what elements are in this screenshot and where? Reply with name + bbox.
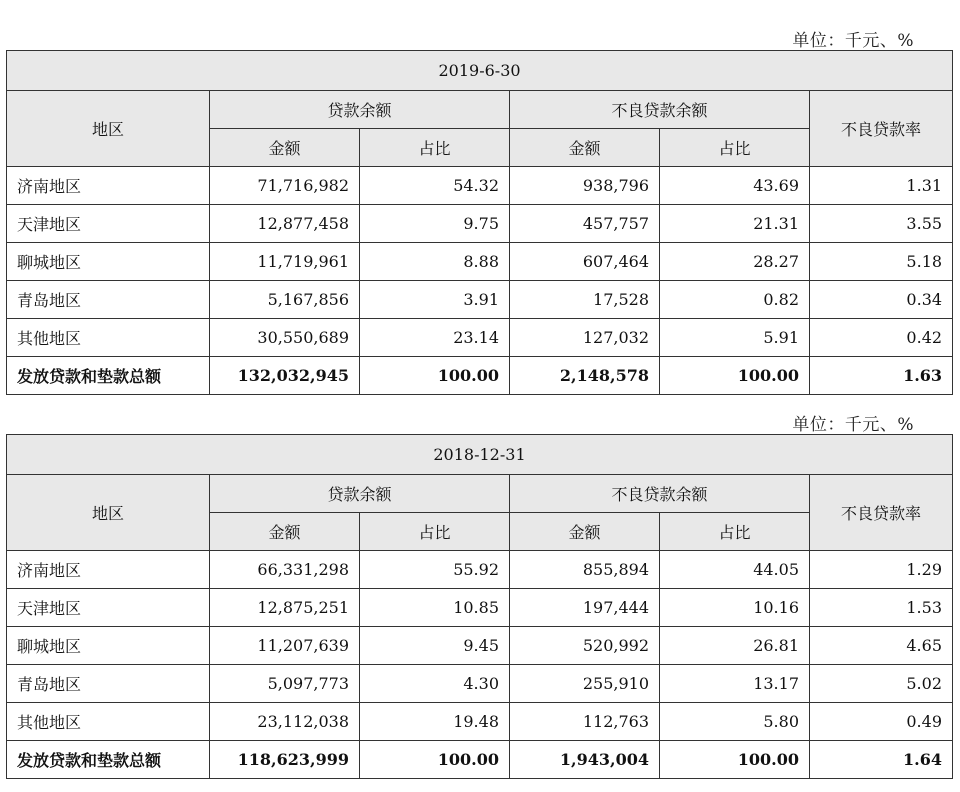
total-loan-amount-cell: 118,623,999 bbox=[210, 741, 360, 779]
npl-amount-cell: 520,992 bbox=[510, 627, 660, 665]
total-loan-share-cell: 100.00 bbox=[360, 741, 510, 779]
loan-share-cell: 10.85 bbox=[360, 589, 510, 627]
npl-share-header: 占比 bbox=[660, 129, 810, 167]
region-cell: 济南地区 bbox=[7, 167, 210, 205]
total-npl-amount-cell: 1,943,004 bbox=[510, 741, 660, 779]
region-cell: 济南地区 bbox=[7, 551, 210, 589]
npl-amount-cell: 127,032 bbox=[510, 319, 660, 357]
loan-amount-cell: 66,331,298 bbox=[210, 551, 360, 589]
npl-ratio-cell: 1.53 bbox=[810, 589, 953, 627]
total-npl-amount-cell: 2,148,578 bbox=[510, 357, 660, 395]
total-label-cell: 发放贷款和垫款总额 bbox=[7, 357, 210, 395]
total-npl-ratio-cell: 1.63 bbox=[810, 357, 953, 395]
loan-amount-cell: 23,112,038 bbox=[210, 703, 360, 741]
loan-share-cell: 4.30 bbox=[360, 665, 510, 703]
total-row bbox=[7, 357, 953, 395]
npl-ratio-header: 不良贷款率 bbox=[810, 475, 953, 551]
loan-amount-header: 金额 bbox=[210, 129, 360, 167]
npl-amount-cell: 938,796 bbox=[510, 167, 660, 205]
npl-share-cell: 43.69 bbox=[660, 167, 810, 205]
table-row bbox=[7, 319, 953, 357]
region-cell: 天津地区 bbox=[7, 205, 210, 243]
table-row bbox=[7, 627, 953, 665]
region-cell: 青岛地区 bbox=[7, 281, 210, 319]
unit-label: 单位：千元、% bbox=[792, 415, 914, 435]
table-row bbox=[7, 551, 953, 589]
npl-share-cell: 13.17 bbox=[660, 665, 810, 703]
table-row bbox=[7, 243, 953, 281]
loan-amount-cell: 12,877,458 bbox=[210, 205, 360, 243]
npl-ratio-cell: 4.65 bbox=[810, 627, 953, 665]
total-npl-share-cell: 100.00 bbox=[660, 357, 810, 395]
region-cell: 青岛地区 bbox=[7, 665, 210, 703]
total-row bbox=[7, 741, 953, 779]
loan-amount-cell: 71,716,982 bbox=[210, 167, 360, 205]
table-row bbox=[7, 665, 953, 703]
table-date-header: 2018-12-31 bbox=[7, 435, 953, 475]
loan-share-cell: 54.32 bbox=[360, 167, 510, 205]
total-loan-share-cell: 100.00 bbox=[360, 357, 510, 395]
npl-share-cell: 44.05 bbox=[660, 551, 810, 589]
npl-amount-header: 金额 bbox=[510, 129, 660, 167]
npl-amount-cell: 607,464 bbox=[510, 243, 660, 281]
total-loan-amount-cell: 132,032,945 bbox=[210, 357, 360, 395]
npl-ratio-cell: 0.49 bbox=[810, 703, 953, 741]
npl-share-cell: 5.80 bbox=[660, 703, 810, 741]
npl-amount-cell: 17,528 bbox=[510, 281, 660, 319]
npl-amount-cell: 112,763 bbox=[510, 703, 660, 741]
loan-share-cell: 55.92 bbox=[360, 551, 510, 589]
loan-by-region-table-2019-06-30 bbox=[6, 50, 953, 395]
loan-balance-header: 贷款余额 bbox=[210, 475, 510, 513]
npl-amount-cell: 855,894 bbox=[510, 551, 660, 589]
loan-share-cell: 8.88 bbox=[360, 243, 510, 281]
npl-ratio-cell: 1.29 bbox=[810, 551, 953, 589]
npl-share-cell: 5.91 bbox=[660, 319, 810, 357]
npl-share-header: 占比 bbox=[660, 513, 810, 551]
loan-amount-cell: 11,207,639 bbox=[210, 627, 360, 665]
region-cell: 聊城地区 bbox=[7, 243, 210, 281]
npl-ratio-cell: 0.34 bbox=[810, 281, 953, 319]
loan-share-cell: 3.91 bbox=[360, 281, 510, 319]
table-row bbox=[7, 281, 953, 319]
region-column-header: 地区 bbox=[7, 91, 210, 167]
region-cell: 其他地区 bbox=[7, 319, 210, 357]
npl-amount-cell: 457,757 bbox=[510, 205, 660, 243]
total-npl-ratio-cell: 1.64 bbox=[810, 741, 953, 779]
region-cell: 聊城地区 bbox=[7, 627, 210, 665]
npl-share-cell: 21.31 bbox=[660, 205, 810, 243]
npl-amount-cell: 255,910 bbox=[510, 665, 660, 703]
table-row bbox=[7, 589, 953, 627]
loan-share-cell: 23.14 bbox=[360, 319, 510, 357]
total-npl-share-cell: 100.00 bbox=[660, 741, 810, 779]
npl-share-cell: 0.82 bbox=[660, 281, 810, 319]
npl-ratio-cell: 1.31 bbox=[810, 167, 953, 205]
npl-balance-header: 不良贷款余额 bbox=[510, 91, 810, 129]
loan-balance-header: 贷款余额 bbox=[210, 91, 510, 129]
npl-share-cell: 28.27 bbox=[660, 243, 810, 281]
loan-amount-cell: 11,719,961 bbox=[210, 243, 360, 281]
npl-share-cell: 10.16 bbox=[660, 589, 810, 627]
loan-amount-cell: 5,167,856 bbox=[210, 281, 360, 319]
table-row bbox=[7, 167, 953, 205]
npl-amount-header: 金额 bbox=[510, 513, 660, 551]
loan-amount-header: 金额 bbox=[210, 513, 360, 551]
table-row bbox=[7, 703, 953, 741]
npl-amount-cell: 197,444 bbox=[510, 589, 660, 627]
loan-share-cell: 19.48 bbox=[360, 703, 510, 741]
table-date-header: 2019-6-30 bbox=[7, 51, 953, 91]
loan-by-region-table-2018-12-31 bbox=[6, 434, 953, 779]
npl-share-cell: 26.81 bbox=[660, 627, 810, 665]
npl-ratio-cell: 5.18 bbox=[810, 243, 953, 281]
table-row bbox=[7, 205, 953, 243]
npl-ratio-cell: 0.42 bbox=[810, 319, 953, 357]
region-cell: 其他地区 bbox=[7, 703, 210, 741]
region-cell: 天津地区 bbox=[7, 589, 210, 627]
loan-share-cell: 9.45 bbox=[360, 627, 510, 665]
npl-ratio-cell: 3.55 bbox=[810, 205, 953, 243]
npl-ratio-header: 不良贷款率 bbox=[810, 91, 953, 167]
npl-ratio-cell: 5.02 bbox=[810, 665, 953, 703]
region-column-header: 地区 bbox=[7, 475, 210, 551]
loan-share-header: 占比 bbox=[360, 129, 510, 167]
npl-balance-header: 不良贷款余额 bbox=[510, 475, 810, 513]
total-label-cell: 发放贷款和垫款总额 bbox=[7, 741, 210, 779]
loan-share-cell: 9.75 bbox=[360, 205, 510, 243]
loan-amount-cell: 5,097,773 bbox=[210, 665, 360, 703]
loan-amount-cell: 30,550,689 bbox=[210, 319, 360, 357]
loan-amount-cell: 12,875,251 bbox=[210, 589, 360, 627]
loan-share-header: 占比 bbox=[360, 513, 510, 551]
unit-label: 单位：千元、% bbox=[792, 31, 914, 51]
